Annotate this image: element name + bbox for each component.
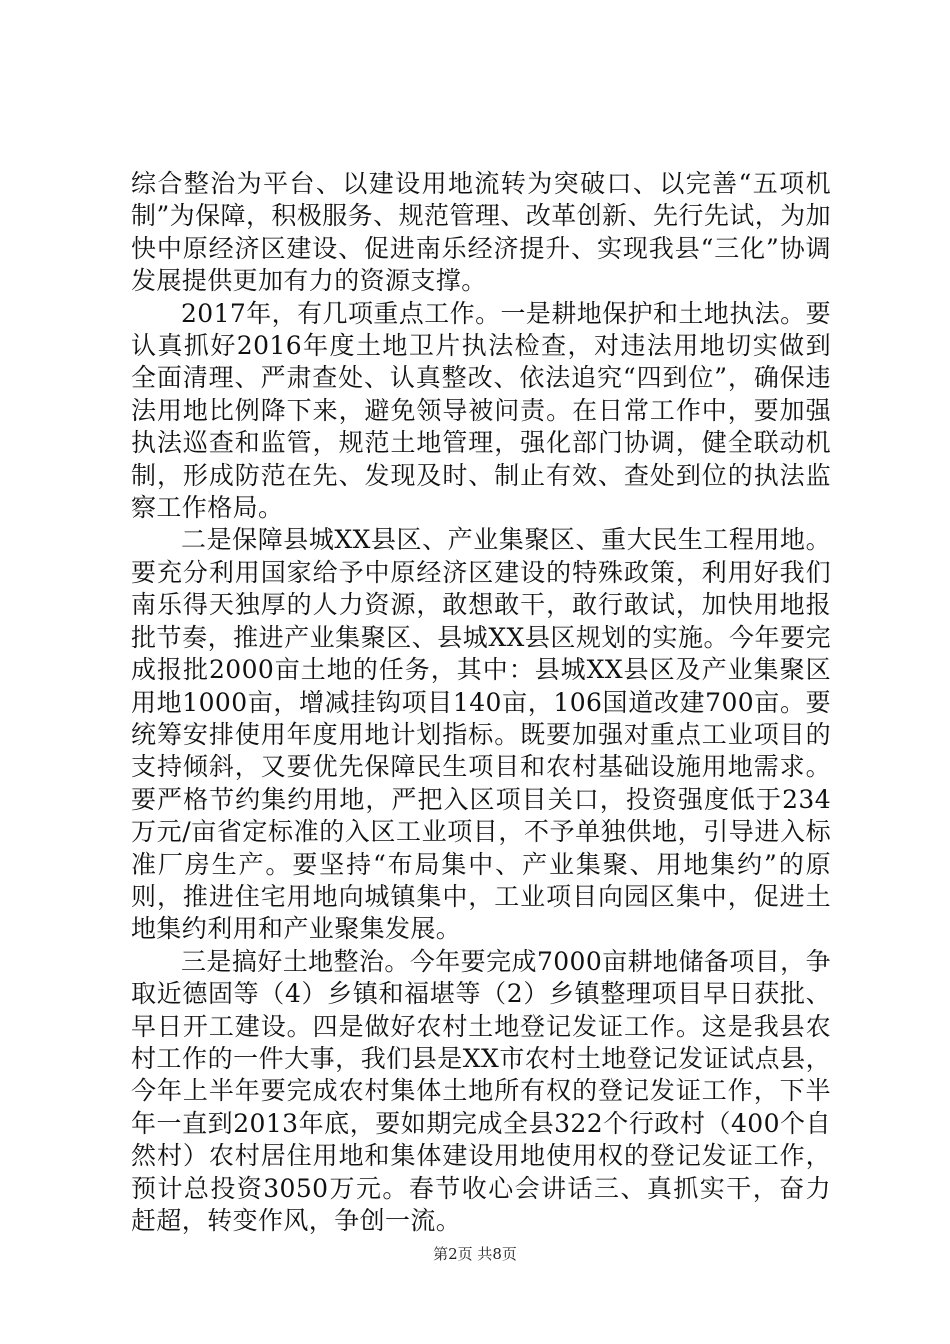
body-text <box>131 168 831 1237</box>
paragraph-1: 综合整治为平台、以建设用地流转为突破口、以完善“五项机制”为保障，积极服务、规范管理、改革创新、先行先试，为加快中原经济区建设、促进南乐经济提升、实现我县“三化”协调发展提供更加有力的资源支撑。 <box>131 169 831 296</box>
paragraph-4: 三是搞好土地整治。今年要完成7000亩耕地储备项目，争取近德固等（4）乡镇和福堪等（2）乡镇整理项目早日获批、早日开工建设。四是做好农村土地登记发证工作。这是我县农村工作的一件大事，我们县是XX市农村土地登记发证试点县，今年上半年要完成农村集体土地所有权的登记发证工作，下半年一直到2013年底，要如期完成全县322个行政村（400个自然村）农村居住用地和集体建设用地使用权的登记发证工作，预计总投资3050万元。春节收心会讲话三、真抓实干，奋力赶超，转变作风，争创一流。 <box>131 946 831 1235</box>
paragraph-3: 二是保障县城XX县区、产业集聚区、重大民生工程用地。要充分利用国家给予中原经济区建设的特殊政策，利用好我们南乐得天独厚的人力资源，敢想敢干，敢行敢试，加快用地报批节奏，推进产业集聚区、县城XX县区规划的实施。今年要完成报批2000亩土地的任务，其中：县城XX县区及产业集聚区用地1000亩，增减挂钩项目140亩，106国道改建700亩。要统筹安排使用年度用地计划指标。既要加强对重点工业项目的支持倾斜，又要优先保障民生项目和农村基础设施用地需求。要严格节约集约用地，严把入区项目关口，投资强度低于234万元/亩省定标准的入区工业项目，不予单独供地，引导进入标准厂房生产。要坚持“布局集中、产业集聚、用地集约”的原则，推进住宅用地向城镇集中，工业项目向园区集中，促进土地集约利用和产业聚集发展。 <box>131 525 831 944</box>
paragraph-2: 2017年，有几项重点工作。一是耕地保护和土地执法。要认真抓好2016年度土地卫片执法检查，对违法用地切实做到全面清理、严肃查处、认真整改、依法追究“四到位”，确保违法用地比例降下来，避免领导被问责。在日常工作中，要加强执法巡查和监管，规范土地管理，强化部门协调，健全联动机制，形成防范在先、发现及时、制止有效、查处到位的执法监察工作格局。 <box>131 298 831 523</box>
page-footer: 第2页 共8页 <box>433 1245 517 1263</box>
